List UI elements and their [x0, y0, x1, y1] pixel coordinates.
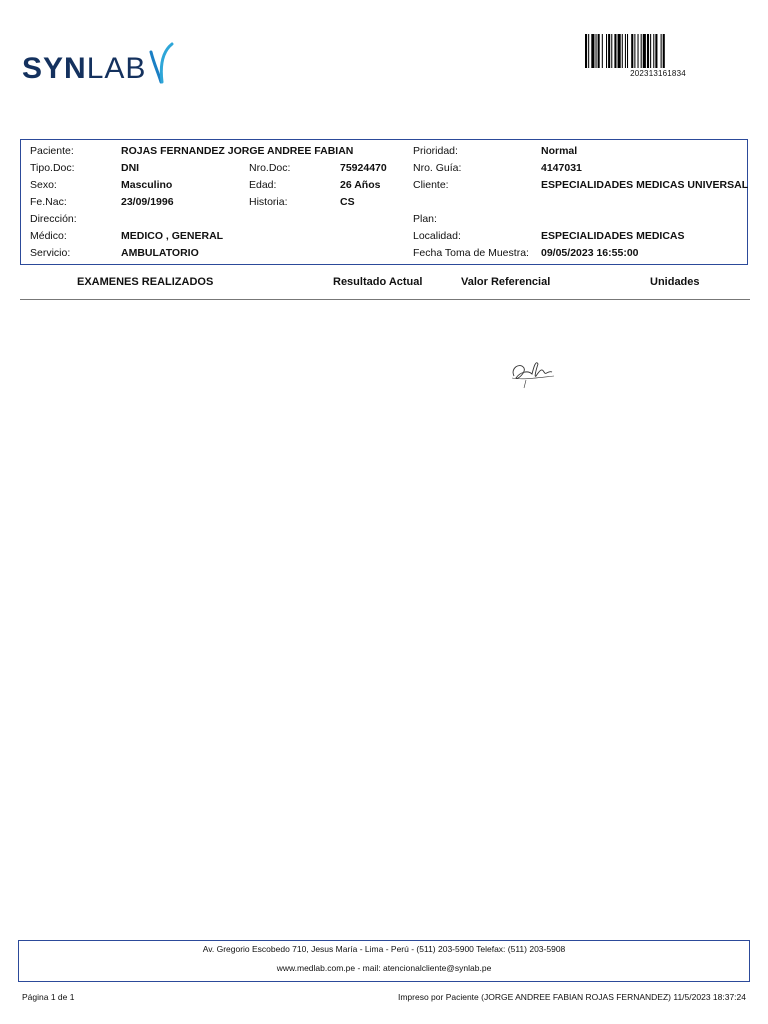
- patient-info-box: [20, 139, 748, 265]
- page-number: Página 1 de 1: [22, 992, 75, 1002]
- logo-wordmark-light: LAB: [86, 52, 147, 85]
- label-localidad: Localidad:: [413, 230, 461, 242]
- barcode-bar: [650, 34, 651, 68]
- label-nro-guia: Nro. Guía:: [413, 162, 462, 174]
- label-paciente: Paciente:: [30, 145, 74, 157]
- exam-header-divider: [20, 299, 750, 300]
- value-localidad: ESPECIALIDADES MEDICAS: [541, 230, 685, 242]
- barcode-bar: [606, 34, 607, 68]
- barcode-bar: [663, 34, 665, 68]
- label-historia: Historia:: [249, 196, 288, 208]
- value-cliente: ESPECIALIDADES MEDICAS UNIVERSAL: [541, 179, 749, 191]
- value-paciente: ROJAS FERNANDEZ JORGE ANDREE FABIAN: [121, 145, 354, 157]
- barcode-bar: [611, 34, 612, 68]
- logo-wordmark-bold: SYN: [22, 52, 87, 85]
- col-header-referencial: Valor Referencial: [461, 276, 551, 288]
- barcode-bar: [641, 34, 642, 68]
- barcode-bar: [634, 34, 635, 68]
- label-edad: Edad:: [249, 179, 277, 191]
- barcode-bar: [585, 34, 587, 68]
- barcode-bar: [627, 34, 628, 68]
- value-nro-doc: 75924470: [340, 162, 387, 174]
- label-medico: Médico:: [30, 230, 67, 242]
- footer-contact-box: [18, 940, 750, 982]
- barcode-bar: [647, 34, 649, 68]
- logo-wordmark: [22, 54, 146, 84]
- footer-web-mail: www.medlab.com.pe - mail: atencionalcliente@synlab.pe: [276, 963, 492, 973]
- value-edad: 26 Años: [340, 179, 381, 191]
- label-tipo-doc: Tipo.Doc:: [30, 162, 75, 174]
- value-medico: MEDICO , GENERAL: [121, 230, 224, 242]
- label-fecha-toma: Fecha Toma de Muestra:: [413, 247, 529, 259]
- label-direccion: Dirección:: [30, 213, 77, 225]
- barcode-bar: [602, 34, 603, 68]
- value-sexo: Masculino: [121, 179, 173, 191]
- label-plan: Plan:: [413, 213, 437, 225]
- value-historia: CS: [340, 196, 355, 208]
- barcode-bar: [625, 34, 626, 68]
- logo-leaf-icon: [148, 42, 176, 84]
- barcode-bars: [585, 34, 731, 68]
- barcode-bar: [661, 34, 662, 68]
- label-prioridad: Prioridad:: [413, 145, 458, 157]
- col-header-resultado: Resultado Actual: [333, 276, 423, 288]
- barcode-bar: [631, 34, 633, 68]
- col-header-examenes: EXAMENES REALIZADOS: [77, 276, 214, 288]
- col-header-unidades: Unidades: [650, 276, 700, 288]
- barcode-bar: [622, 34, 623, 68]
- barcode: [585, 34, 731, 78]
- synlab-logo: [22, 36, 176, 84]
- barcode-bar: [618, 34, 621, 68]
- value-fecha-toma: 09/05/2023 16:55:00: [541, 247, 639, 259]
- barcode-bar: [653, 34, 654, 68]
- barcode-bar: [596, 34, 597, 68]
- value-prioridad: Normal: [541, 145, 578, 157]
- value-fe-nac: 23/09/1996: [121, 196, 174, 208]
- barcode-bar: [591, 34, 594, 68]
- label-servicio: Servicio:: [30, 247, 71, 259]
- label-fe-nac: Fe.Nac:: [30, 196, 67, 208]
- value-nro-guia: 4147031: [541, 162, 582, 174]
- barcode-bar: [638, 34, 639, 68]
- barcode-bar: [588, 34, 589, 68]
- printed-by: Impreso por Paciente (JORGE ANDREE FABIAN ROJAS FERNANDEZ) 11/5/2023 18:37:24: [397, 992, 746, 1002]
- barcode-bar: [598, 34, 600, 68]
- label-sexo: Sexo:: [30, 179, 57, 191]
- footer-address: Av. Gregorio Escobedo 710, Jesus María - Lima - Perú - (511) 203-5900 Telefax: (511) 203-5908: [202, 944, 566, 954]
- value-servicio: AMBULATORIO: [121, 247, 199, 259]
- label-nro-doc: Nro.Doc:: [249, 162, 291, 174]
- barcode-bar: [643, 34, 646, 68]
- barcode-bar: [655, 34, 657, 68]
- barcode-bar: [608, 34, 610, 68]
- signature: [506, 354, 556, 392]
- barcode-number: 202313161834: [630, 69, 686, 78]
- label-cliente: Cliente:: [413, 179, 449, 191]
- barcode-bar: [614, 34, 616, 68]
- value-tipo-doc: DNI: [121, 162, 140, 174]
